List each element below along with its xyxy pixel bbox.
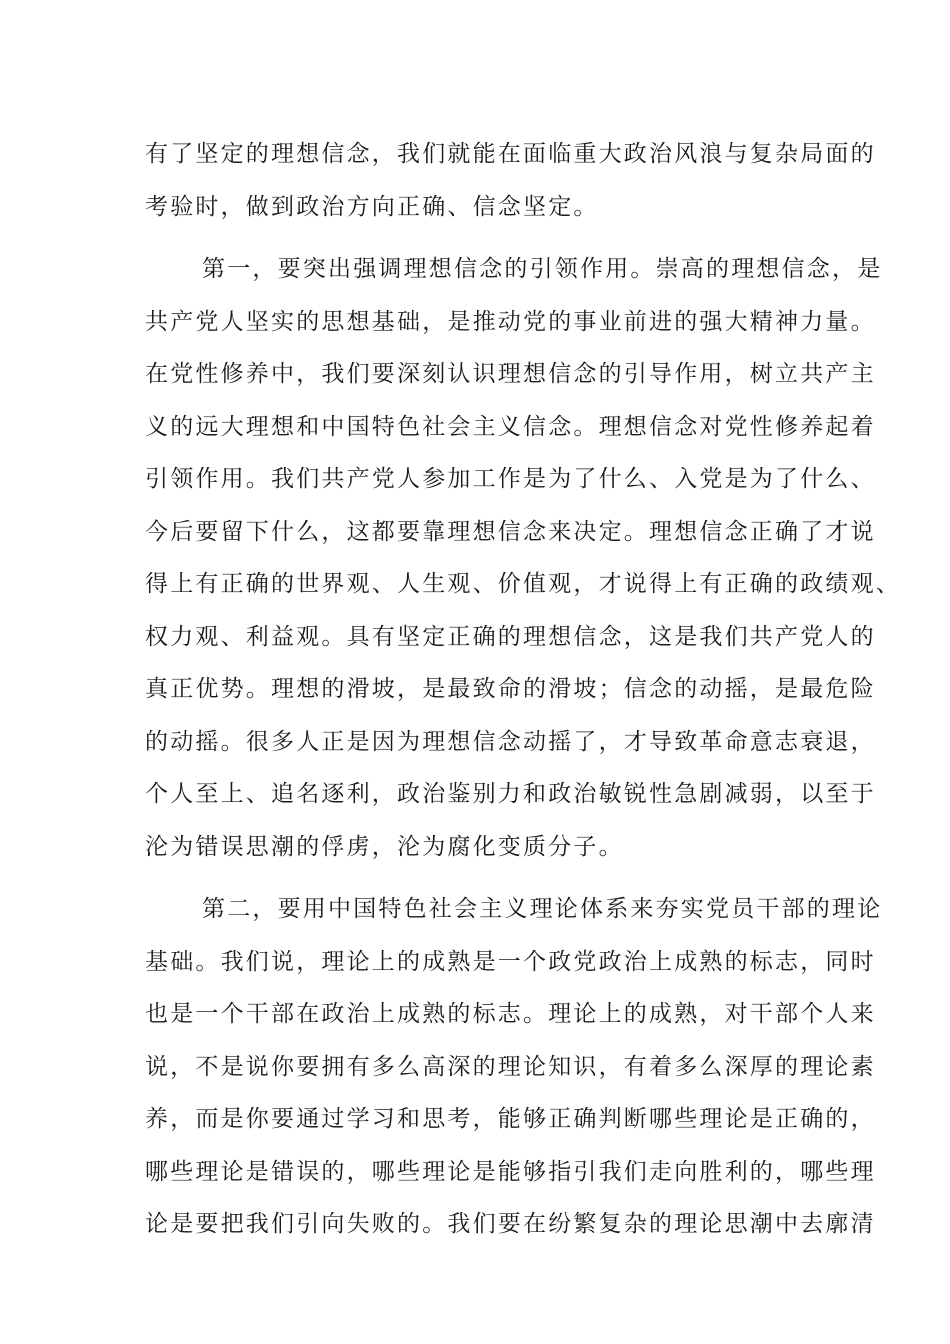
text-line: 的动摇。很多人正是因为理想信念动摇了，才导致革命意志衰退， <box>145 728 876 755</box>
text-line: 基础。我们说，理论上的成熟是一个政党政治上成熟的标志，同时 <box>145 948 876 975</box>
text-line: 义的远大理想和中国特色社会主义信念。理想信念对党性修养起着 <box>145 413 876 440</box>
text-line: 引领作用。我们共产党人参加工作是为了什么、入党是为了什么、 <box>145 466 876 492</box>
paragraph-gap <box>145 873 810 883</box>
paragraph-first-line: 第二，要用中国特色社会主义理论体系来夯实党员干部的理论 <box>202 896 883 922</box>
text-line: 有了坚定的理想信念，我们就能在面临重大政治风浪与复杂局面的 <box>145 141 876 167</box>
text-line: 真正优势。理想的滑坡，是最致命的滑坡；信念的动摇，是最危险 <box>145 676 876 702</box>
text-line: 考验时，做到政治方向正确、信念坚定。 <box>145 193 599 220</box>
text-line: 沦为错误思潮的俘虏，沦为腐化变质分子。 <box>145 833 624 860</box>
text-line: 共产党人坚实的思想基础，是推动党的事业前进的强大精神力量。 <box>145 308 876 335</box>
paragraph-gap <box>145 233 810 243</box>
text-line: 说，不是说你要拥有多么高深的理论知识，有着多么深厚的理论素 <box>145 1053 876 1080</box>
text-line: 论是要把我们引向失败的。我们要在纷繁复杂的理论思潮中去廓清 <box>145 1211 876 1237</box>
text-line: 哪些理论是错误的，哪些理论是能够指引我们走向胜利的，哪些理 <box>145 1158 876 1185</box>
text-line: 在党性修养中，我们要深刻认识理想信念的引导作用，树立共产主 <box>145 361 876 387</box>
text-line: 权力观、利益观。具有坚定正确的理想信念，这是我们共产党人的 <box>145 623 876 650</box>
text-line: 个人至上、追名逐利，政治鉴别力和政治敏锐性急剧减弱，以至于 <box>145 781 876 807</box>
text-line: 也是一个干部在政治上成熟的标志。理论上的成熟，对干部个人来 <box>145 1001 876 1027</box>
paragraph-first-line: 第一，要突出强调理想信念的引领作用。崇高的理想信念，是 <box>202 256 883 282</box>
document-body <box>145 128 901 1251</box>
text-line: 得上有正确的世界观、人生观、价值观，才说得上有正确的政绩观、 <box>145 571 901 597</box>
text-line: 养，而是你要通过学习和思考，能够正确判断哪些理论是正确的， <box>145 1106 876 1132</box>
text-line: 今后要留下什么，这都要靠理想信念来决定。理想信念正确了才说 <box>145 518 876 545</box>
